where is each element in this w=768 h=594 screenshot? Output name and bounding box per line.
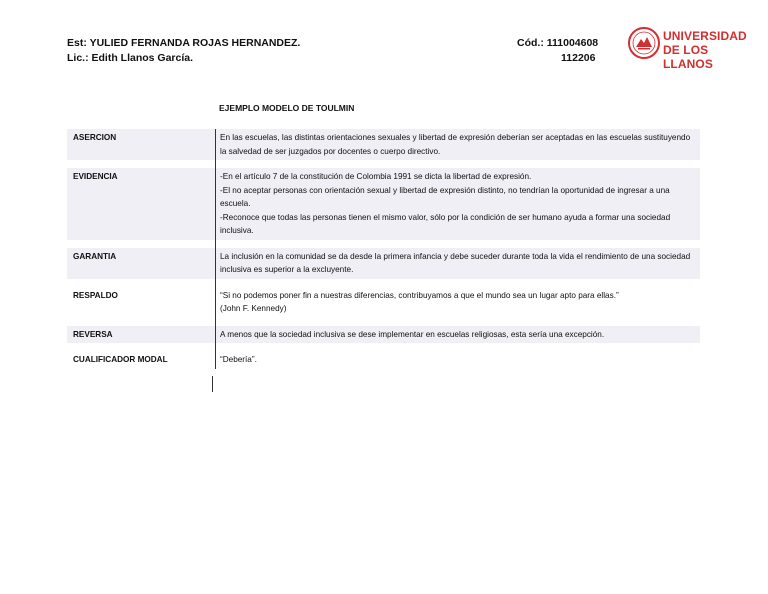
document-title: EJEMPLO MODELO DE TOULMIN bbox=[219, 103, 355, 113]
row-line: “Debería”. bbox=[220, 355, 257, 364]
row-label: REVERSA bbox=[67, 326, 216, 344]
row-line: A menos que la sociedad inclusiva se dese implementar en escuelas religiosas, esta sería una excepción. bbox=[220, 329, 605, 339]
table-row bbox=[67, 168, 700, 240]
table-row bbox=[67, 287, 700, 318]
university-name bbox=[663, 29, 747, 71]
row-line: “Si no podemos poner fin a nuestras diferencias, contribuyamos a que el mundo sea un lugar apto para ellas.” bbox=[220, 290, 619, 300]
row-line: En las escuelas, las distintas orientaciones sexuales y libertad de expresión deberían ser aceptadas en las escuelas sustituyendo la salvedad de ser juzgados por docentes o cuerpo directivo. bbox=[220, 133, 691, 156]
course-code bbox=[517, 36, 598, 66]
row-line: -Reconoce que todas las personas tienen el mismo valor, sólo por la condición de ser humano ayuda a formar una sociedad inclusiva. bbox=[220, 212, 671, 235]
code-primary: Cód.: 111004608 bbox=[517, 37, 599, 49]
table-row bbox=[67, 129, 700, 160]
student-name: Est: YULIED FERNANDA ROJAS HERNANDEZ. bbox=[67, 37, 301, 49]
toulmin-table bbox=[67, 129, 700, 369]
row-label: RESPALDO bbox=[73, 290, 118, 300]
table-row bbox=[67, 326, 700, 344]
row-line: -En el artículo 7 de la constitución de Colombia 1991 se dicta la libertad de expresión. bbox=[220, 172, 532, 181]
row-label: GARANTIA bbox=[67, 248, 216, 279]
row-content bbox=[216, 129, 701, 160]
row-label: ASERCION bbox=[67, 129, 216, 160]
university-name-line1: UNIVERSIDAD bbox=[663, 29, 747, 43]
row-content bbox=[216, 168, 701, 240]
row-line: (John F. Kennedy) bbox=[220, 304, 287, 313]
code-secondary: 112206 bbox=[561, 52, 596, 64]
university-logo bbox=[627, 26, 747, 71]
lecturer-name: Lic.: Edith Llanos García. bbox=[67, 52, 194, 64]
row-content bbox=[216, 287, 701, 318]
table-row bbox=[67, 351, 700, 369]
student-info bbox=[67, 36, 300, 66]
column-divider bbox=[212, 376, 213, 392]
seal-icon bbox=[627, 26, 661, 60]
row-line: -El no aceptar personas con orientación sexual y libertad de expresión distinto, no tendrían la oportunidad de ingresar a una escuela. bbox=[220, 185, 670, 208]
row-label: EVIDENCIA bbox=[67, 168, 216, 240]
row-content bbox=[216, 248, 701, 279]
university-name-line2: DE LOS LLANOS bbox=[663, 43, 713, 71]
row-content bbox=[216, 351, 701, 369]
row-line: La inclusión en la comunidad se da desde la primera infancia y debe suceder durante toda la vida el rendimiento de una sociedad inclusiva es superior a la excluyente. bbox=[220, 251, 691, 274]
row-content bbox=[216, 326, 701, 344]
table-row bbox=[67, 248, 700, 279]
row-label: CUALIFICADOR MODAL bbox=[73, 355, 168, 364]
